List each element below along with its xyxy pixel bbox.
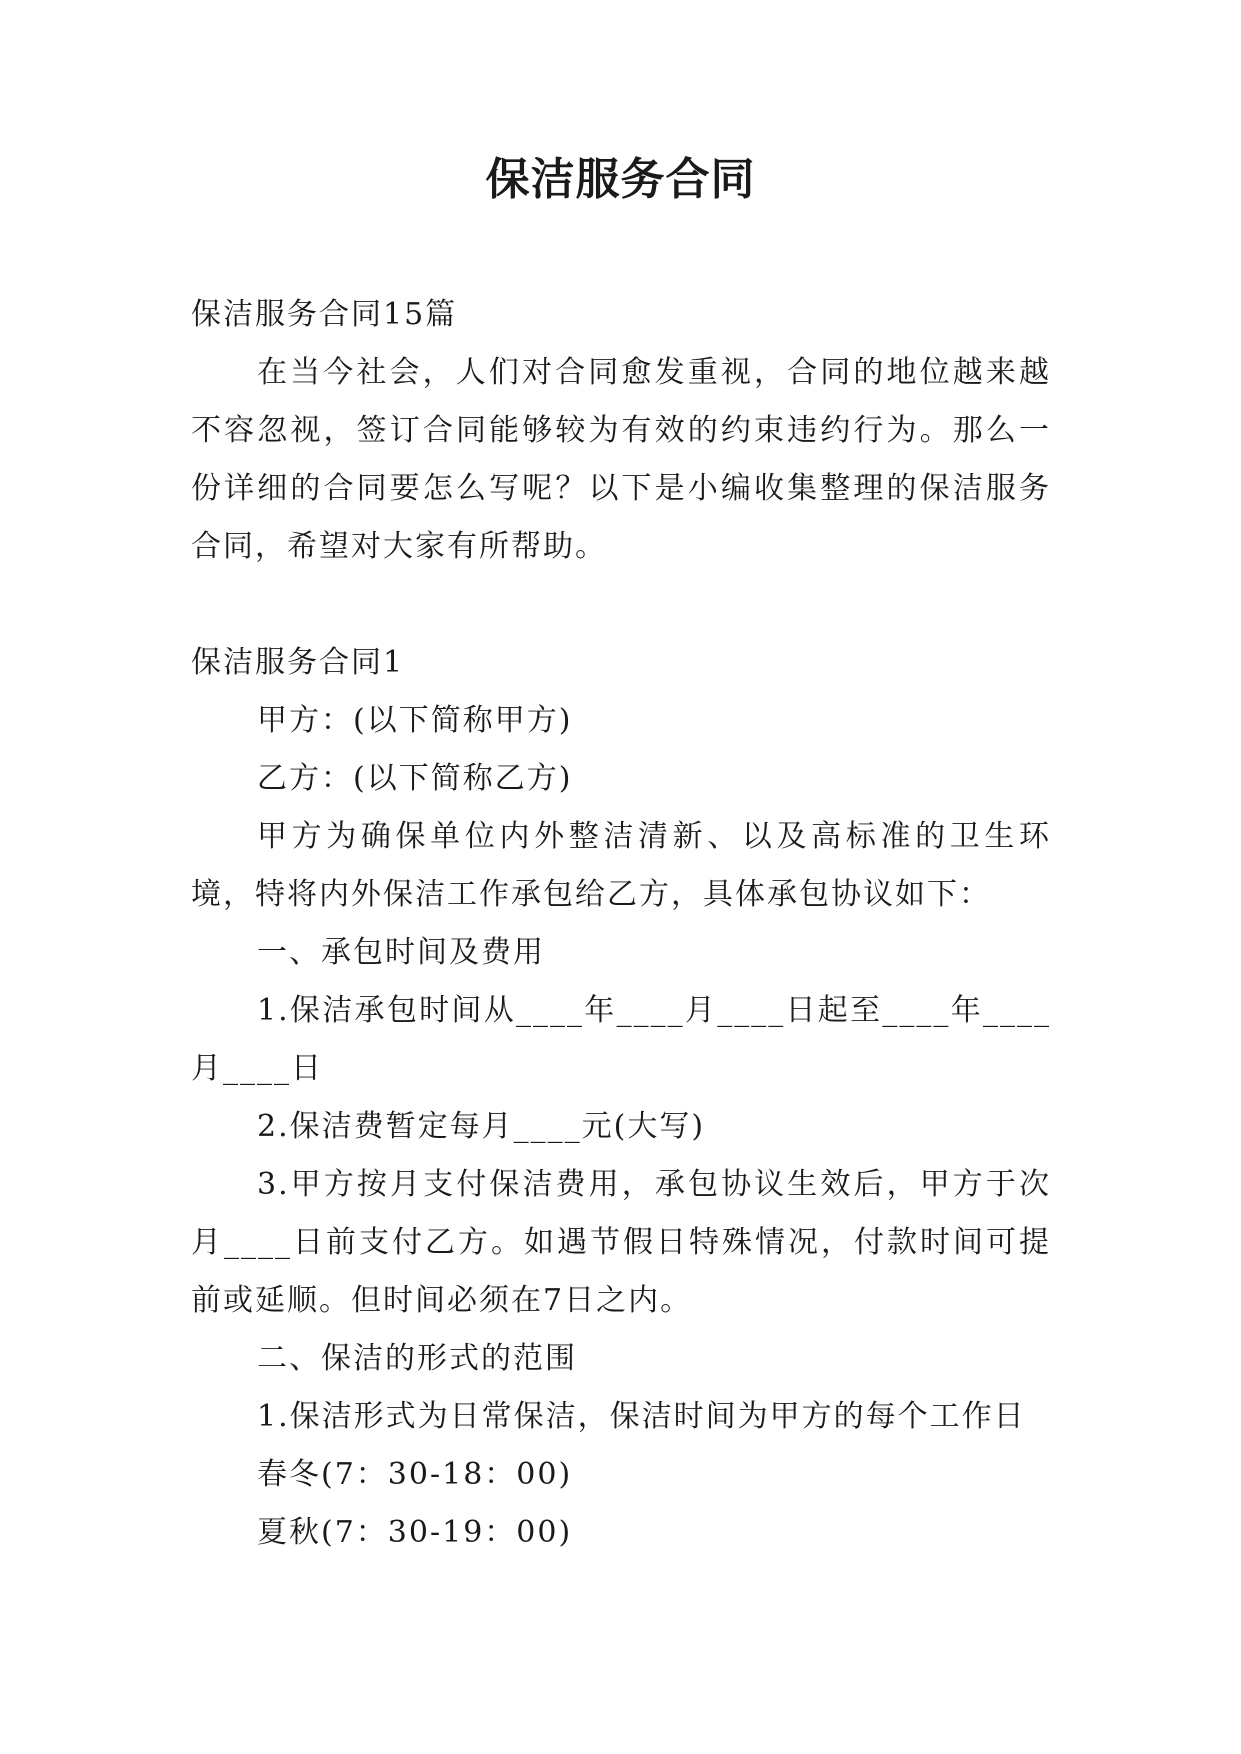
document-body (191, 286, 1051, 1562)
party-b-line: 乙方：(以下简称乙方) (257, 761, 573, 796)
section-2-heading: 二、保洁的形式的范围 (257, 1341, 577, 1376)
schedule-summer-autumn: 夏秋(7：30-19：00) (257, 1515, 573, 1550)
contract-1-heading: 保洁服务合同1 (191, 645, 405, 680)
section-1-heading: 一、承包时间及费用 (257, 935, 545, 970)
clause-1-2: 2.保洁费暂定每月____元(大写) (257, 1109, 706, 1144)
intro-paragraph: 在当今社会，人们对合同愈发重视，合同的地位越来越不容忽视，签订合同能够较为有效的约束违约行为。那么一份详细的合同要怎么写呢？以下是小编收集整理的保洁服务合同，希望对大家有所帮助。 (191, 355, 1051, 564)
clause-1-3: 3.甲方按月支付保洁费用，承包协议生效后，甲方于次月____日前支付乙方。如遇节假日特殊情况，付款时间可提前或延顺。但时间必须在7日之内。 (191, 1167, 1051, 1318)
clause-1-1: 1.保洁承包时间从____年____月____日起至____年____月____日 (191, 993, 1051, 1086)
clause-2-1: 1.保洁形式为日常保洁，保洁时间为甲方的每个工作日 (257, 1399, 1026, 1434)
document-title: 保洁服务合同 (485, 154, 756, 205)
preamble-paragraph: 甲方为确保单位内外整洁清新、以及高标准的卫生环境，特将内外保洁工作承包给乙方，具体承包协议如下： (191, 819, 1051, 912)
party-a-line: 甲方：(以下简称甲方) (257, 703, 573, 738)
collection-heading: 保洁服务合同15篇 (191, 297, 458, 332)
schedule-spring-winter: 春冬(7：30-18：00) (257, 1457, 573, 1492)
paragraph-gap (191, 576, 1051, 634)
